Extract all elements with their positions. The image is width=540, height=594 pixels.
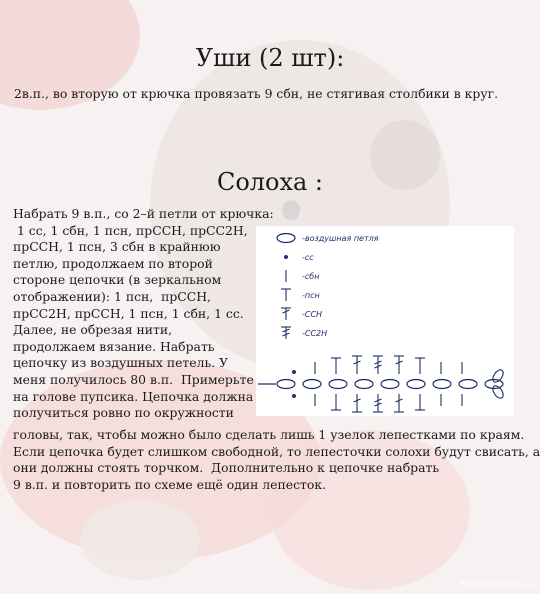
bg-eye <box>282 200 300 220</box>
legend-label: -ССН <box>302 310 323 319</box>
text-line: 9 в.п. и повторить по схеме ещё один лепесток. <box>13 476 327 492</box>
chain-stitch-icon <box>459 380 477 389</box>
legend-chain-oval-icon <box>277 234 295 243</box>
bg-light <box>80 500 200 580</box>
text-line: головы, так, чтобы можно было сделать лишь 1 узелок лепестками по краям. <box>13 427 525 442</box>
chain-stitch-icon <box>355 380 373 389</box>
text-line: продолжаем вязание. Набрать <box>13 338 215 354</box>
legend-label: -сс <box>302 253 314 262</box>
chain-stitch-icon <box>485 380 503 389</box>
text-line: стороне цепочки (в зеркальном <box>13 272 222 288</box>
text-line: прСС2Н, прССН, 1 псн, 1 сбн, 1 сс. <box>13 305 244 321</box>
legend-label: -сбн <box>302 272 320 281</box>
legend-label: -воздушная петля <box>302 234 379 243</box>
chain-stitch-icon <box>303 380 321 389</box>
solokha-text-full <box>13 427 540 493</box>
chain-stitch-icon <box>407 380 425 389</box>
text-line: 1 сс, 1 сбн, 1 псн, прССН, прСС2Н, <box>13 222 248 238</box>
solokha-text-left <box>13 206 275 422</box>
legend-label: -СС2Н <box>302 329 328 338</box>
watermark: PassionForum.ru <box>459 580 534 590</box>
chain-stitch-icon <box>433 380 451 389</box>
text-line: Далее, не обрезая нити, <box>13 322 173 338</box>
stitch-bottom-icon <box>292 394 296 398</box>
chain-stitch-icon <box>329 380 347 389</box>
text-line: прССН, 1 псн, 3 сбн в крайнюю <box>13 239 221 255</box>
crochet-chart-svg <box>256 226 514 416</box>
text-line: цепочку из воздушных петель. У <box>13 355 229 371</box>
crochet-diagram <box>256 226 514 416</box>
text-line: на голове пупсика. Цепочка должна <box>13 388 254 404</box>
text-line: меня получилось 80 в.п. Примерьте <box>13 371 254 387</box>
chain-stitch-icon <box>277 380 295 389</box>
turn-chain-icon <box>491 384 506 400</box>
text-line: отображении): 1 псн, прССН, <box>13 288 211 304</box>
text-line: петлю, продолжаем по второй <box>13 255 213 271</box>
chain-stitch-icon <box>381 380 399 389</box>
ears-text: 2в.п., во вторую от крючка провязать 9 сбн, не стягивая столбики в круг. <box>14 86 499 101</box>
legend-label: -псн <box>302 291 320 300</box>
legend-slip-dot-icon <box>284 255 288 259</box>
ears-title: Уши (2 шт): <box>195 44 345 72</box>
text-line: Если цепочка будет слишком свободной, то лепесточки солохи будут свисать, а <box>13 443 540 459</box>
text-line: получиться ровно по окружности <box>13 405 234 421</box>
turn-chain-icon <box>491 368 506 384</box>
solokha-title: Солоха : <box>216 168 324 196</box>
text-line: они должны стоять торчком. Дополнительно к цепочке набрать <box>13 460 440 476</box>
stitch-top-icon <box>292 370 296 374</box>
text-line: Набрать 9 в.п., со 2–й петли от крючка: <box>13 206 274 221</box>
